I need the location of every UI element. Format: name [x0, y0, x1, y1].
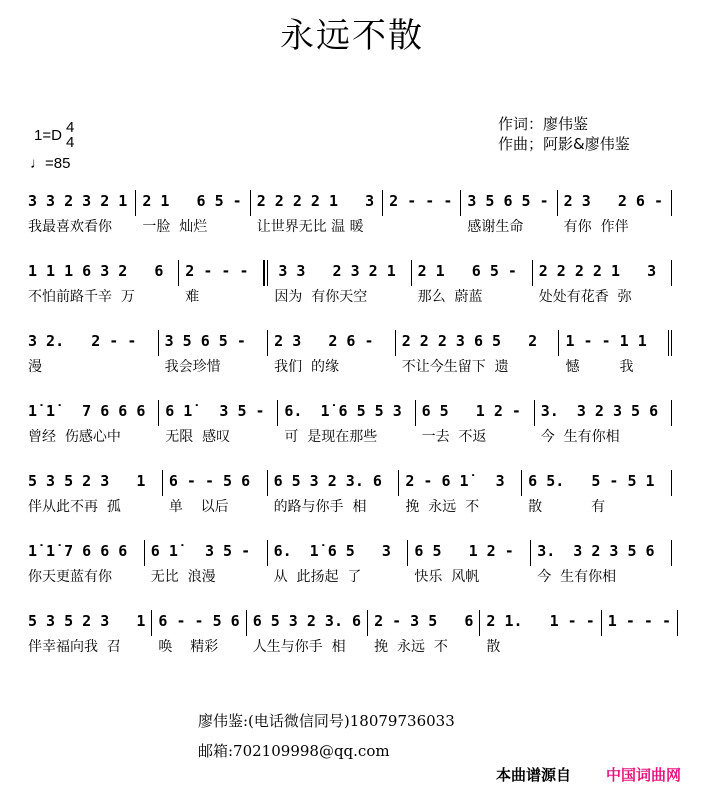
measure: [264, 260, 411, 305]
measure-lyrics: 散 有: [528, 499, 606, 515]
measure-notes: 6 5. 5 - 5 1: [528, 472, 655, 490]
measure: [28, 540, 145, 585]
measure: [159, 330, 269, 375]
source-site-link[interactable]: 中国词曲网: [606, 766, 682, 784]
measure: [408, 540, 531, 585]
measure: [531, 540, 672, 585]
measure-notes: 2 1 6 5 -: [417, 262, 517, 280]
measure-notes: 6 5 3 2 3. 6: [273, 472, 382, 490]
measure: [28, 260, 179, 305]
measure: [163, 470, 268, 515]
credits: [498, 114, 630, 154]
contact-info: 廖伟鉴:(电话微信同号)18079736033: [198, 712, 455, 730]
score-row: [28, 260, 672, 310]
measure-lyrics: 我最喜欢看你: [28, 219, 112, 235]
measure: [278, 400, 415, 445]
score-row: [28, 540, 672, 590]
measure-notes: 5 3 5 2 3 1: [28, 612, 146, 630]
measure-lyrics: 伴从此不再 孤: [28, 499, 121, 515]
measure-notes: 6 5 1 2 -: [421, 402, 521, 420]
measure-lyrics: 处处有花香 弥: [538, 289, 632, 305]
measure-notes: 2 1 6 5 -: [142, 192, 242, 210]
quarter-note-icon: ♩: [30, 155, 45, 172]
measure-notes: 6 5 1 2 -: [414, 542, 514, 560]
measure-lyrics: 可 是现在那些: [284, 429, 378, 445]
measure-notes: 6 5 3 2 3. 6: [252, 612, 362, 630]
measure-notes: 1 - - 1 1: [565, 332, 647, 350]
measure-lyrics: 有你 作伴: [563, 219, 629, 235]
measure-notes: 2 3 2 6 -: [274, 332, 374, 350]
measure: [152, 610, 246, 655]
measure: [399, 470, 522, 515]
measure: [136, 190, 250, 235]
composer: 作曲；阿影&廖伟鉴: [498, 135, 630, 153]
measure: [412, 260, 533, 305]
measure-notes: 3 5 6 5 -: [467, 192, 549, 210]
measure: [368, 610, 480, 655]
tempo-marking: [30, 155, 70, 172]
measure-lyrics: 散: [486, 639, 501, 655]
measure-lyrics: 无限 感叹: [165, 429, 231, 445]
measure: [383, 190, 461, 216]
measure: [268, 470, 400, 515]
measure: [179, 260, 264, 305]
measure: [480, 610, 601, 655]
measure-lyrics: 那么 蔚蓝: [417, 289, 483, 305]
lyricist: 作词：廖伟鉴: [498, 115, 589, 133]
measure-notes: 1 1 1 6 3 2 6: [28, 262, 164, 280]
measure-notes: 3 2. 2 - -: [28, 332, 137, 350]
measure-notes: 6. 1̇ 6 5 3: [273, 542, 391, 560]
measure-notes: 5 3 5 2 3 1: [28, 472, 146, 490]
measure-lyrics: 感谢生命: [467, 219, 524, 235]
measure-notes: 3. 3 2 3 5 6: [540, 402, 659, 420]
measure-notes: 2 - 3 5 6: [374, 612, 474, 630]
measure-lyrics: 挽 永远 不: [374, 639, 448, 655]
measure-notes: 2 - - -: [389, 192, 453, 210]
measure-lyrics: 无比 浪漫: [150, 569, 216, 585]
measure-lyrics: 我们 的缘: [274, 359, 340, 375]
measure-notes: 2 - 6 1̇ 3: [405, 472, 505, 490]
measure-lyrics: 因为 有你天空: [274, 289, 368, 305]
score-row: [28, 330, 672, 380]
time-signature-top: 4: [65, 119, 75, 136]
measure-lyrics: 憾 我: [565, 359, 634, 375]
measure-lyrics: 今 生有你相: [537, 569, 617, 585]
measure-lyrics: 一去 不返: [421, 429, 487, 445]
measure: [602, 610, 678, 636]
measure-notes: 1̇ 1̇ 7 6 6 6: [28, 542, 128, 560]
measure-notes: 2 2 2 2 1 3: [256, 192, 375, 210]
measure-lyrics: 的路与你手 相: [273, 499, 367, 515]
measure-notes: 2 1. 1 - -: [486, 612, 595, 630]
measure-notes: 2 3 2 6 -: [563, 192, 664, 210]
score-row: [28, 470, 672, 520]
measure-lyrics: 唤 精彩: [158, 639, 219, 655]
time-signature-bottom: 4: [65, 134, 75, 151]
measure: [416, 400, 535, 445]
measure-lyrics: 挽 永远 不: [405, 499, 480, 515]
measure-notes: 6 1̇ 3 5 -: [165, 402, 265, 420]
measure: [396, 330, 560, 375]
measure-notes: 3 3 2 3 2 1: [28, 192, 128, 210]
measure: [28, 330, 159, 375]
key-label: 1=D: [34, 126, 62, 144]
measure: [28, 400, 159, 445]
measure: [268, 330, 396, 375]
measure: [247, 610, 368, 655]
measure-notes: 6 1̇ 3 5 -: [150, 542, 251, 560]
measure-lyrics: 不怕前路千辛 万: [28, 289, 135, 305]
time-signature: [66, 120, 74, 150]
measure: [558, 190, 672, 235]
source-label: 本曲谱源自: [496, 766, 572, 784]
measure-lyrics: 人生与你手 相: [252, 639, 346, 655]
measure-notes: 3 5 6 5 -: [164, 332, 246, 350]
measure: [559, 330, 672, 375]
measure: [28, 190, 136, 235]
measure-notes: 6 - - 5 6: [158, 612, 240, 630]
key-signature: [34, 120, 74, 150]
measure: [268, 540, 409, 585]
measure-notes: 2 2 2 2 1 3: [538, 262, 657, 280]
measure-lyrics: 让世界无比 温 暖: [256, 219, 364, 235]
measure: [159, 400, 278, 445]
measure-notes: 1 - - -: [607, 612, 671, 630]
measure-lyrics: 漫: [28, 359, 42, 375]
measure: [533, 260, 672, 305]
measure: [522, 470, 672, 515]
measure: [535, 400, 672, 445]
measure-lyrics: 单 以后: [168, 499, 229, 515]
measure-notes: 6. 1̇ 6 5 5 3: [284, 402, 402, 420]
measure-lyrics: 你天更蓝有你: [28, 569, 112, 585]
measure-notes: 6 - - 5 6: [168, 472, 251, 490]
measure-lyrics: 快乐 风帆: [414, 569, 480, 585]
measure: [145, 540, 268, 585]
measure-notes: 2 - - -: [185, 262, 249, 280]
score-row: [28, 190, 672, 240]
measure-lyrics: 不让今生留下 遗: [401, 359, 509, 375]
measure-notes: 3. 3 2 3 5 6: [537, 542, 655, 560]
measure: [28, 610, 152, 655]
measure-lyrics: 难: [185, 289, 200, 305]
measure-notes: 1̇ 1̇ 7 6 6 6: [28, 402, 146, 420]
measure-notes: 2 2 2 3 6 5 2: [401, 332, 538, 350]
measure: [461, 190, 557, 235]
measure: [28, 470, 163, 515]
email-info: 邮箱:702109998@qq.com: [198, 742, 390, 760]
measure-lyrics: 一脸 灿烂: [142, 219, 208, 235]
measure-lyrics: 我会珍惜: [164, 359, 221, 375]
measure: [251, 190, 383, 235]
tempo-value: =85: [45, 155, 71, 172]
measure-lyrics: 从 此扬起 了: [273, 569, 362, 585]
measure-lyrics: 伴幸福向我 召: [28, 639, 121, 655]
measure-notes: 3 3 2 3 2 1: [278, 262, 396, 280]
score-row: [28, 400, 672, 450]
measure-lyrics: 今 生有你相: [540, 429, 620, 445]
song-title: 永远不散: [280, 16, 424, 56]
measure-lyrics: 曾经 伤感心中: [28, 429, 121, 445]
score-row: [28, 610, 672, 660]
